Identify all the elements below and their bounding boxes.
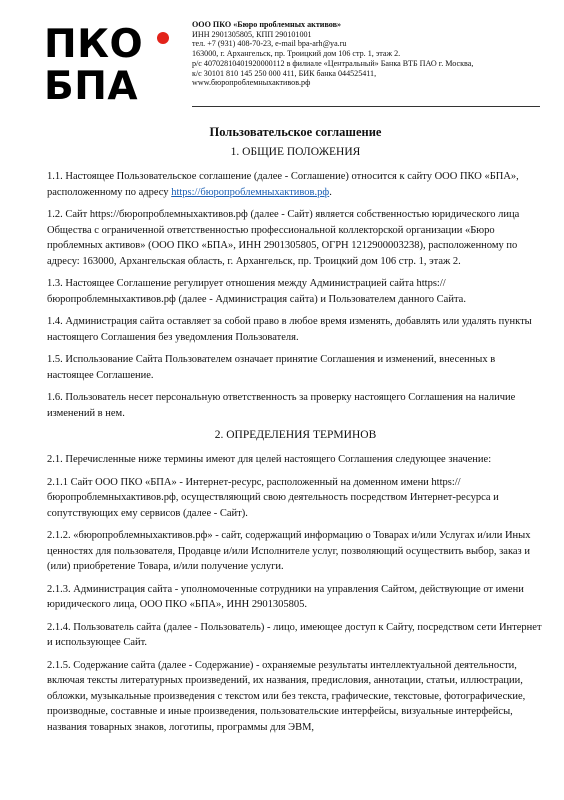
company-site: www.бюропроблемныхактивов.рф <box>192 78 311 88</box>
document-body <box>47 124 544 742</box>
paragraph-2-1-1: 2.1.1 Сайт ООО ПКО «БПА» - Интернет-ресурс, расположенный на доменном имени https://бюропроблемныхактивов.рф, осуществляющий свою деятельность посредством Интернет-ресурса и сопутствующих ему сервисов (далее - Сайт). <box>47 476 499 519</box>
company-contacts: тел. +7 (931) 408-70-23, e-mail bpa-arh@ya.ru <box>192 39 347 49</box>
logo-red-dot <box>157 32 169 44</box>
paragraph-2-1-4: 2.1.4. Пользователь сайта (далее - Пользователь) - лицо, имеющее доступ к Сайту, посредством сети Интернет и использующее Сайт. <box>47 621 542 648</box>
company-details <box>192 20 552 88</box>
paragraph-1-1-end: . <box>329 186 332 198</box>
company-logo <box>44 22 174 109</box>
paragraph-1-1-text: 1.1. Настоящее Пользовательское соглашение (далее - Соглашение) относится к сайту ООО ПКО «БПА», расположенному по адресу <box>47 171 519 198</box>
paragraph-1-2: 1.2. Сайт https://бюропроблемныхактивов.рф (далее - Сайт) является собственностью юридического лица Общества с ограниченной ответственностью профессиональной коллекторской организации «Бюро проблемных активов» (ООО ПКО «БПА», ИНН 2901305805, ОГРН 1212900003238), расположенному по адресу: 163000, Архангельская область, г. Архангельск, пр. Троицкий дом 106 стр. 1, этаж 2. <box>47 209 520 267</box>
company-name: ООО ПКО «Бюро проблемных активов» <box>192 20 342 29</box>
paragraph-2-1-5: 2.1.5. Содержание сайта (далее - Содержание) - охраняемые результаты интеллектуальной деятельности, включая тексты литературных произведений, их названия, предисловия, аннотации, статьи, иллюстрации, обложки, музыкальные произведения с текстом или без текста, графические, текстовые, фотографические, производные, составные и иные произведения, пользовательские интерфейсы, визуальные интерфейсы, названия товарных знаков, логотипы, программы для ЭВМ, <box>47 659 526 733</box>
section-1-title: 1. ОБЩИЕ ПОЛОЖЕНИЯ <box>230 146 361 158</box>
paragraph-2-1-2: 2.1.2. «бюропроблемныхактивов.рф» - сайт, содержащий информацию о Товарах и/или Услугах и/или Иных ценностях для пользователя, Продавце и/или Исполнителе услуг, позволяющий осуществить выбор, заказ и (или) приобретение Товара, и/или получение услуги. <box>47 530 531 572</box>
company-account-1: р/с 40702810401920000112 в филиале «Центральный» Банка ВТБ ПАО г. Москва, <box>192 58 474 68</box>
paragraph-2-1-3: 2.1.3. Администрация сайта - уполномоченные сотрудники на управления Сайтом, действующие от имени юридического лица, ООО ПКО «БПА», ИНН 2901305805. <box>47 583 524 610</box>
company-inn: ИНН 2901305805, КПП 290101001 <box>192 29 312 39</box>
paragraph-1-1 <box>47 169 544 200</box>
logo-line-1: ПКО <box>44 22 144 67</box>
section-2-title: 2. ОПРЕДЕЛЕНИЯ ТЕРМИНОВ <box>214 429 377 441</box>
paragraph-1-5: 1.5. Использование Сайта Пользователем означает принятие Соглашения и изменений, внесенных в настоящее Соглашение. <box>47 354 496 381</box>
paragraph-1-4: 1.4. Администрация сайта оставляет за собой право в любое время изменять, добавлять или удалять пункты настоящего Соглашения без уведомления Пользователя. <box>47 316 532 343</box>
paragraph-1-3: 1.3. Настоящее Соглашение регулирует отношения между Администрацией сайта https://бюропроблемныхактивов.рф (далее - Администрация сайта) и Пользователем данного Сайта. <box>47 278 466 305</box>
header-divider <box>192 106 540 107</box>
paragraph-1-6: 1.6. Пользователь несет персональную ответственность за проверку настоящего Соглашения на наличие изменений в нем. <box>47 392 516 419</box>
company-account-2: к/с 30101 810 145 250 000 411, БИК банка 044525411, <box>192 68 377 78</box>
logo-line-2: БПА <box>44 64 139 109</box>
document-title: Пользовательское соглашение <box>209 125 382 139</box>
company-address: 163000, г. Архангельск, пр. Троицкий дом 106 стр. 1, этаж 2. <box>192 49 401 59</box>
paragraph-2-1: 2.1. Перечисленные ниже термины имеют для целей настоящего Соглашения следующее значение: <box>47 454 492 465</box>
site-link[interactable]: https://бюропроблемныхактивов.рф <box>171 186 330 198</box>
letterhead <box>0 0 564 115</box>
